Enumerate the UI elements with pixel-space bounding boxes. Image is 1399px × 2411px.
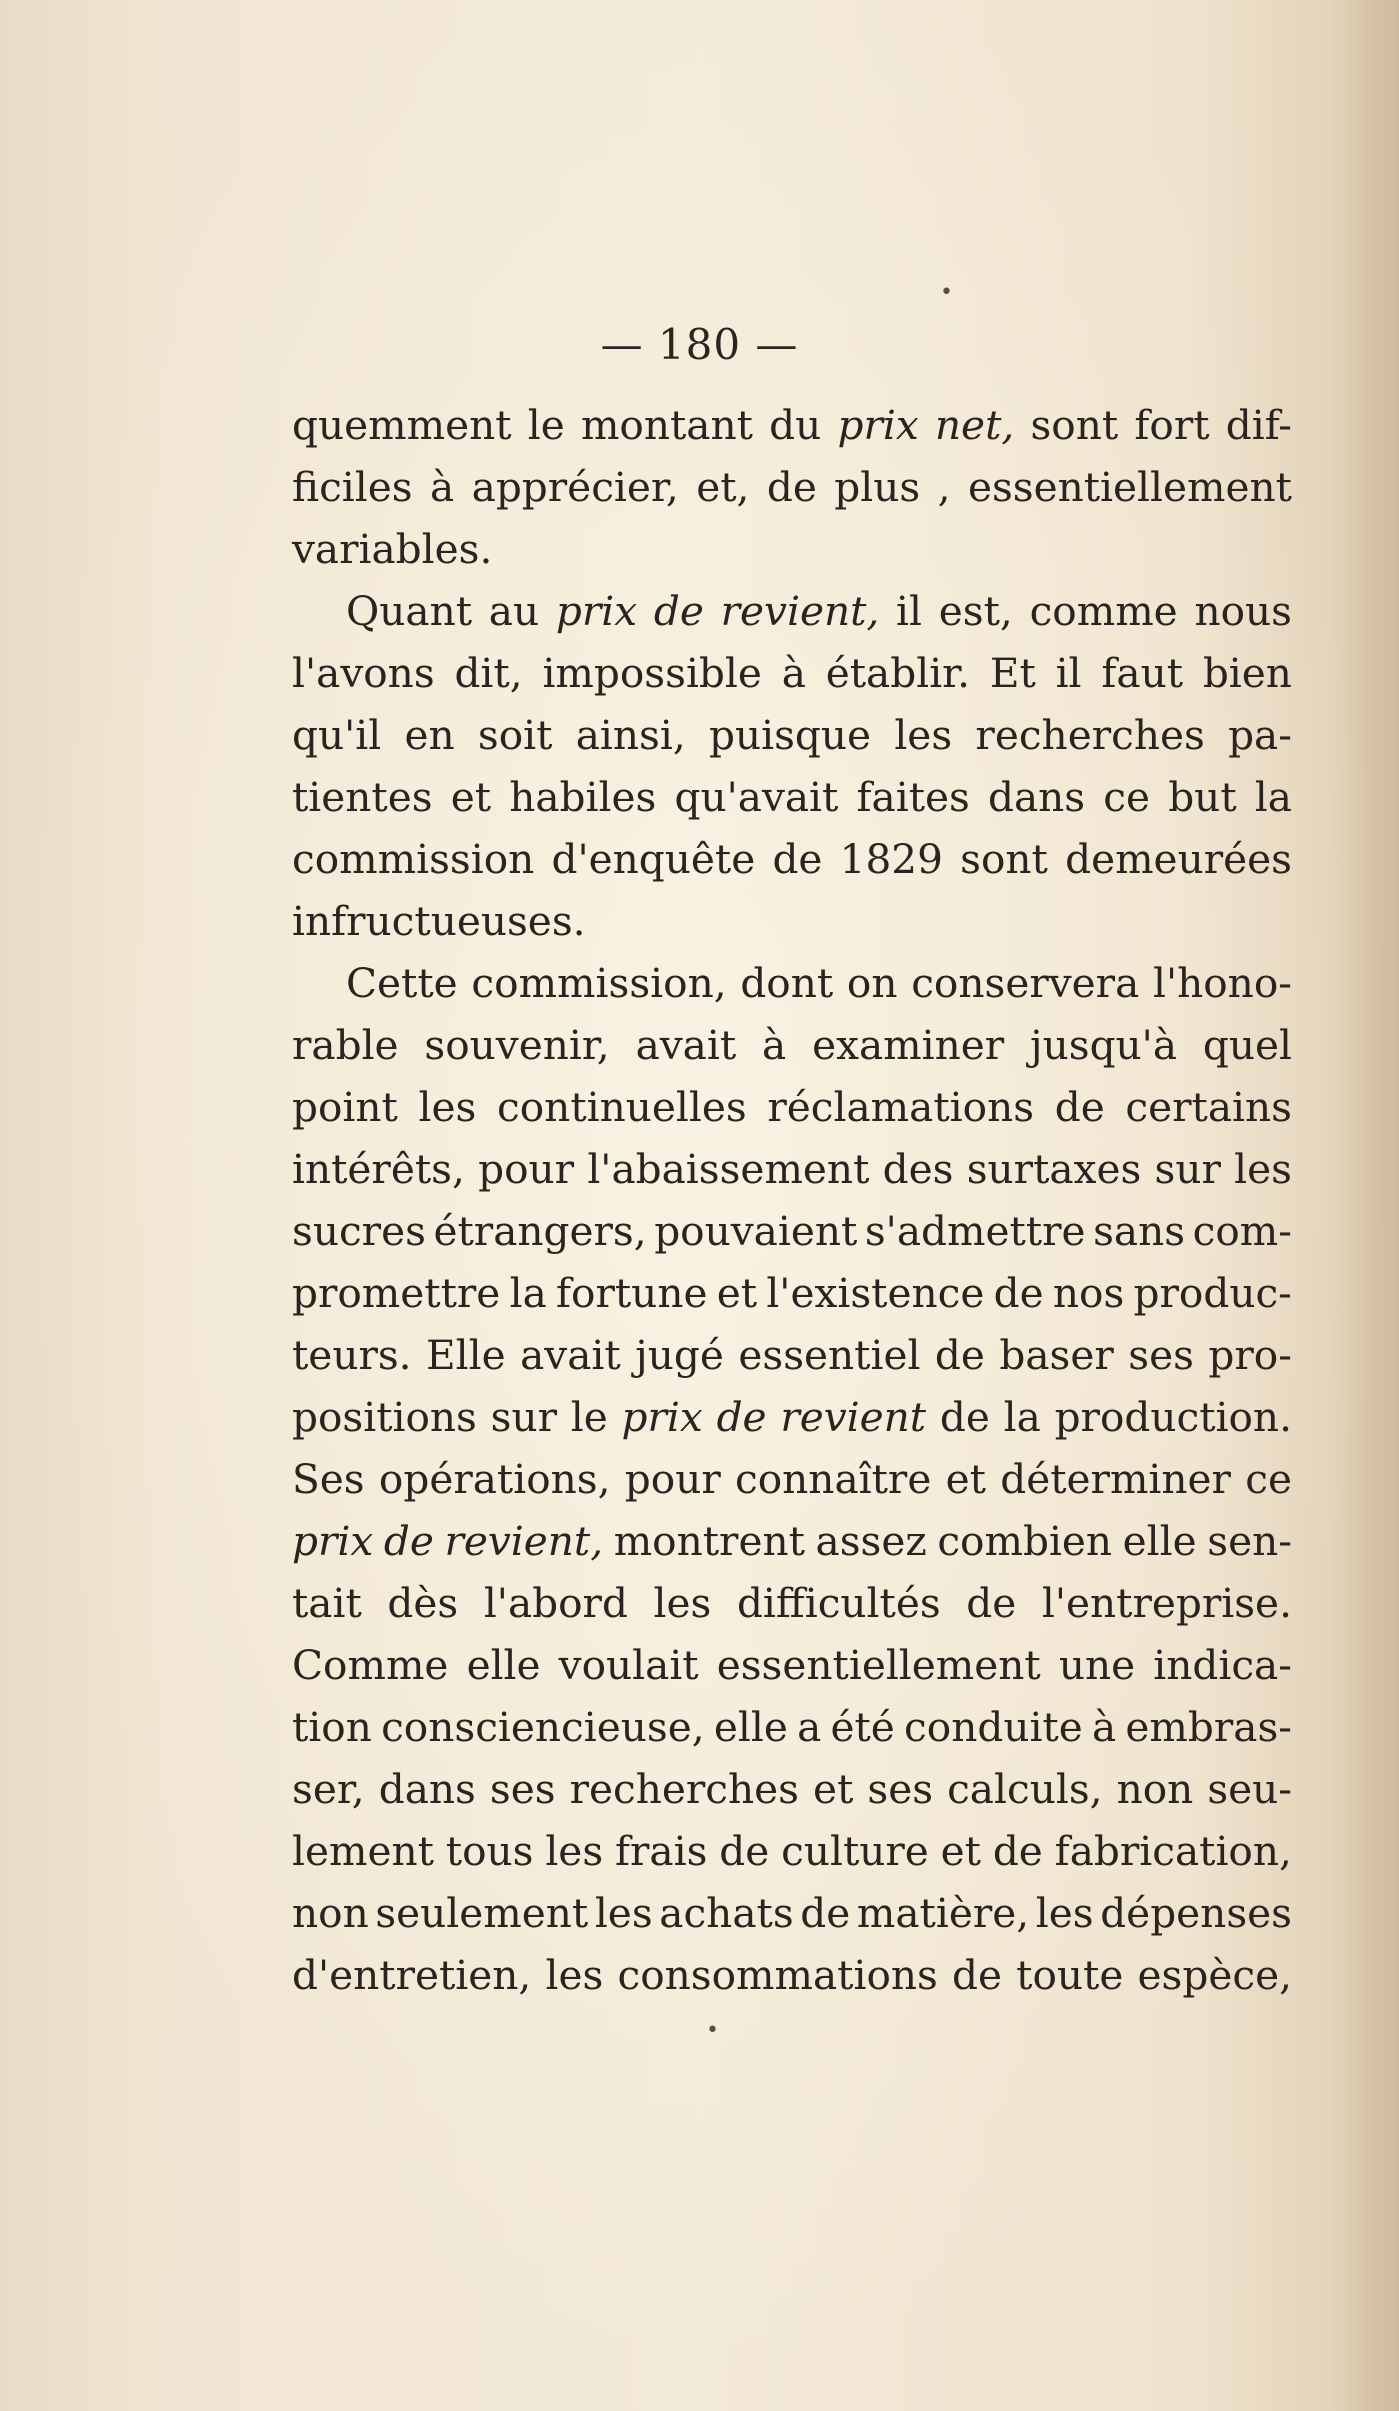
word: produc- [1133, 1269, 1292, 1317]
text-line [292, 1758, 1292, 1820]
word: toute [1016, 1951, 1124, 1999]
text-line [292, 1448, 1292, 1510]
word: connaître [735, 1455, 932, 1503]
word: de [992, 1827, 1043, 1875]
word: difficultés [736, 1579, 941, 1627]
word: le [570, 1393, 608, 1441]
word: dit, [454, 649, 523, 697]
word: certains [1125, 1083, 1292, 1131]
word: voulait [558, 1641, 699, 1689]
word: Elle [426, 1331, 506, 1379]
word: réclamations [767, 1083, 1035, 1131]
word: l'hono- [1152, 959, 1292, 1007]
word: rable [292, 1021, 399, 1069]
word: dans [378, 1765, 476, 1813]
word: sur [490, 1393, 558, 1441]
word: fortune [556, 1269, 708, 1317]
word: commission, [471, 959, 727, 1007]
italic-word: revient, [720, 587, 880, 635]
word: soit [477, 711, 553, 759]
word: l'abaissement [587, 1145, 870, 1193]
word: quemment [292, 401, 512, 449]
word: du [769, 401, 822, 449]
italic-word: prix [292, 1517, 374, 1565]
word: impossible [542, 649, 762, 697]
word: les [894, 711, 953, 759]
word: il [896, 587, 923, 635]
body-text [292, 394, 1292, 2006]
word: assez [815, 1517, 927, 1565]
word: Comme [292, 1641, 449, 1689]
word: elle [1122, 1517, 1197, 1565]
word: tait [292, 1579, 362, 1627]
word: continuelles [497, 1083, 747, 1131]
word: tion [292, 1703, 372, 1751]
word: à [762, 1021, 787, 1069]
text-line [292, 1882, 1292, 1944]
word: com- [1192, 1207, 1292, 1255]
word: recherches [975, 711, 1205, 759]
word: l'avons [292, 649, 435, 697]
word: quel [1202, 1021, 1292, 1069]
word: opérations, [378, 1455, 611, 1503]
word: ses [867, 1765, 934, 1813]
word: montant [580, 401, 753, 449]
word: puisque [709, 711, 872, 759]
word: baser [999, 1331, 1114, 1379]
word: ses [1128, 1331, 1194, 1379]
word: l'abord [483, 1579, 628, 1627]
word: de [1054, 1083, 1105, 1131]
word: seulement [375, 1889, 589, 1937]
word: déterminer [1000, 1455, 1231, 1503]
word: embras- [1125, 1703, 1292, 1751]
word: le [527, 401, 565, 449]
text-line [292, 890, 1292, 952]
word: seu- [1207, 1765, 1292, 1813]
word: étrangers, [433, 1207, 647, 1255]
word: pouvaient [654, 1207, 858, 1255]
word: fabrication, [1054, 1827, 1292, 1875]
word: à [430, 463, 455, 511]
word: jugé [635, 1331, 724, 1379]
word: pour [624, 1455, 721, 1503]
word: de [993, 1269, 1044, 1317]
word: ser, [292, 1765, 365, 1813]
italic-word: prix [555, 587, 638, 635]
text-line [292, 1510, 1292, 1572]
word: les [545, 1827, 604, 1875]
word: fort [1134, 401, 1210, 449]
text-line [292, 1076, 1292, 1138]
word: les [1035, 1889, 1094, 1937]
word: ficiles [292, 463, 413, 511]
italic-word: de [383, 1517, 434, 1565]
word: bien [1202, 649, 1292, 697]
text-line [292, 1014, 1292, 1076]
text-line [292, 704, 1292, 766]
text-line [292, 394, 1292, 456]
word: variables. [292, 525, 493, 573]
word: examiner [812, 1021, 1005, 1069]
word: à [781, 649, 806, 697]
word: sucres [292, 1207, 426, 1255]
word: de [766, 463, 817, 511]
text-line [292, 456, 1292, 518]
word: pro- [1208, 1331, 1292, 1379]
word: de [800, 1889, 851, 1937]
word: comme [1029, 587, 1178, 635]
text-line [292, 1944, 1292, 2006]
word: surtaxes [966, 1145, 1142, 1193]
word: dif- [1225, 401, 1292, 449]
word: point [292, 1083, 398, 1131]
word: sur [1154, 1145, 1221, 1193]
word: frais [615, 1827, 708, 1875]
word: la [509, 1269, 547, 1317]
word: intérêts, [292, 1145, 465, 1193]
word: de [966, 1579, 1017, 1627]
word: combien [937, 1517, 1113, 1565]
word: teurs. [292, 1331, 412, 1379]
word: tientes [292, 773, 433, 821]
text-line [292, 1138, 1292, 1200]
word: infructueuses. [292, 897, 586, 945]
word: s'admettre [864, 1207, 1086, 1255]
text-line [292, 828, 1292, 890]
word: , [937, 463, 951, 511]
word: on [846, 959, 898, 1007]
word: pour [478, 1145, 575, 1193]
word: la [1003, 1393, 1041, 1441]
word: de [772, 835, 823, 883]
word: au [488, 587, 540, 635]
ink-speck: • [706, 2018, 719, 2043]
word: consciencieuse, [381, 1703, 705, 1751]
word: nos [1052, 1269, 1125, 1317]
word: faut [1101, 649, 1184, 697]
word: conduite [904, 1703, 1083, 1751]
word: but [1168, 773, 1237, 821]
word: la [1254, 773, 1292, 821]
word: non [1116, 1765, 1194, 1813]
word: est, [938, 587, 1013, 635]
text-line [292, 1262, 1292, 1324]
word: jusqu'à [1030, 1021, 1178, 1069]
word: commission [292, 835, 535, 883]
word: il [1055, 649, 1082, 697]
text-line [292, 1696, 1292, 1758]
word: à [1091, 1703, 1117, 1751]
word: d'entretien, [292, 1951, 532, 1999]
word: et [813, 1765, 854, 1813]
text-line [292, 1324, 1292, 1386]
word: ce [1103, 773, 1151, 821]
word: elle [466, 1641, 541, 1689]
word: non [292, 1889, 369, 1937]
text-line [292, 766, 1292, 828]
word: en [404, 711, 455, 759]
ink-speck: • [940, 280, 953, 305]
text-line [292, 1634, 1292, 1696]
word: faites [856, 773, 970, 821]
text-line [292, 1386, 1292, 1448]
word: 1829 [839, 835, 943, 883]
word: production. [1054, 1393, 1292, 1441]
word: espèce, [1137, 1951, 1292, 1999]
word: et [450, 773, 492, 821]
word: indica- [1153, 1641, 1292, 1689]
word: les [1234, 1145, 1292, 1193]
word: de [939, 1393, 990, 1441]
word: elle [713, 1703, 788, 1751]
word: l'entreprise. [1041, 1579, 1292, 1627]
word: conservera [911, 959, 1140, 1007]
word: demeurées [1065, 835, 1292, 883]
word: culture [781, 1827, 929, 1875]
text-line [292, 1572, 1292, 1634]
word: calculs, [947, 1765, 1103, 1813]
word: promettre [292, 1269, 501, 1317]
word: Quant [346, 587, 473, 635]
word: les [594, 1889, 653, 1937]
italic-word: de [716, 1393, 767, 1441]
word: montrent [613, 1517, 805, 1565]
text-line [292, 1820, 1292, 1882]
word: de [719, 1827, 770, 1875]
word: recherches [569, 1765, 799, 1813]
word: souvenir, [424, 1021, 610, 1069]
word: sans [1093, 1207, 1186, 1255]
word: tous [445, 1827, 534, 1875]
text-line [292, 518, 1292, 580]
word: a [797, 1703, 822, 1751]
word: avait [520, 1331, 621, 1379]
text-line [292, 580, 1292, 642]
word: qu'il [292, 711, 382, 759]
text-line [292, 1200, 1292, 1262]
word: Ses [292, 1455, 365, 1503]
word: de [952, 1951, 1002, 1999]
word: établir. [825, 649, 971, 697]
page-number: — 180 — [600, 320, 799, 369]
word: qu'avait [674, 773, 839, 821]
word: sont [1030, 401, 1119, 449]
italic-word: net, [934, 401, 1015, 449]
word: et [945, 1455, 986, 1503]
word: dans [988, 773, 1086, 821]
word: été [830, 1703, 895, 1751]
word: dès [387, 1579, 459, 1627]
word: achats [659, 1889, 794, 1937]
word: sont [960, 835, 1048, 883]
italic-word: de [653, 587, 704, 635]
word: d'enquête [551, 835, 756, 883]
word: essentiellement [967, 463, 1292, 511]
word: pa- [1228, 711, 1292, 759]
word: positions [292, 1393, 477, 1441]
word: et [716, 1269, 758, 1317]
word: essentiel [738, 1331, 921, 1379]
italic-word: revient, [444, 1517, 604, 1565]
word: dépenses [1100, 1889, 1292, 1937]
word: consommations [617, 1951, 938, 1999]
word: les [418, 1083, 477, 1131]
italic-word: prix [837, 401, 919, 449]
italic-word: prix [621, 1393, 703, 1441]
word: et, [696, 463, 750, 511]
italic-word: revient [780, 1393, 927, 1441]
word: Et [989, 649, 1036, 697]
word: les [653, 1579, 712, 1627]
word: des [882, 1145, 954, 1193]
word: ses [489, 1765, 556, 1813]
word: Cette [346, 959, 458, 1007]
text-line [292, 642, 1292, 704]
word: sen- [1207, 1517, 1292, 1565]
word: ainsi, [575, 711, 686, 759]
word: plus [834, 463, 921, 511]
word: dont [740, 959, 834, 1007]
word: apprécier, [471, 463, 679, 511]
text-line [292, 952, 1292, 1014]
word: et [940, 1827, 981, 1875]
word: avait [635, 1021, 737, 1069]
word: ce [1245, 1455, 1292, 1503]
word: habiles [509, 773, 657, 821]
word: les [545, 1951, 604, 1999]
word: l'existence [766, 1269, 985, 1317]
word: lement [292, 1827, 434, 1875]
word: matière, [856, 1889, 1030, 1937]
word: nous [1194, 587, 1292, 635]
word: essentiellement [716, 1641, 1041, 1689]
word: de [934, 1331, 985, 1379]
word: une [1058, 1641, 1136, 1689]
